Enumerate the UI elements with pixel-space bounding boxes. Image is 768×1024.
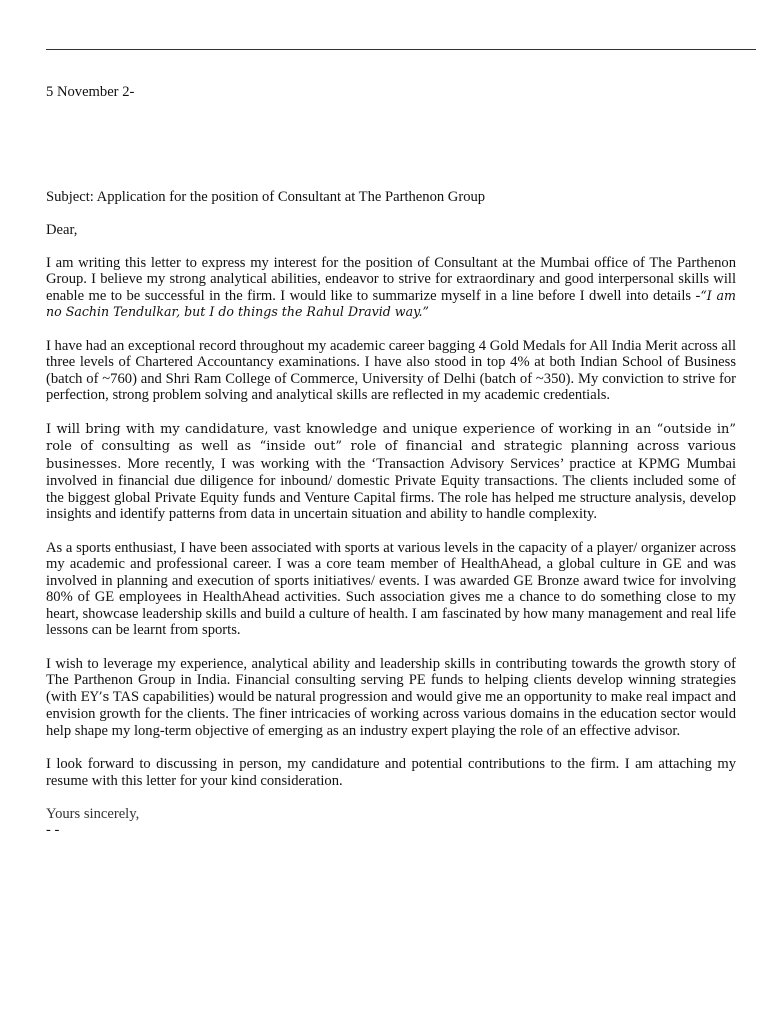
motivation-text-a: I wish to leverage my experience, analytical ability and leadership skills in contributing towards the growth story of The Parthenon Group in India. Financial consulting serving PE funds to helping clients develop winning strategies (with — [46, 655, 736, 705]
paragraph-experience — [46, 421, 736, 523]
motivation-text-b: TAS capabilities) would be natural progression and would give me an opportunity to make real impact and envision growth for the clients. The finer intricacies of working across various domains in the education sector would help shape my long-term objective of emerging as an industry expert playing the role of an effective advisor. — [46, 688, 736, 739]
letter-salutation: Dear, — [46, 222, 78, 238]
letter-subject: Subject: Application for the position of Consultant at The Parthenon Group — [46, 188, 486, 205]
paragraph-closing: I look forward to discussing in person, my candidature and potential contributions to the firm. I am attaching my resume with this letter for your kind consideration. — [46, 756, 736, 789]
motivation-ey-text: EY’s — [80, 689, 110, 705]
paragraph-sports: As a sports enthusiast, I have been associated with sports at various levels in the capacity of a player/ organizer across my academic and professional career. I was a core team member of HealthAhead, a global culture in GE and was involved in planning and execution of sports initiatives/ events. I was awarded GE Bronze award twice for involving 80% of GE employees in HealthAhead activities. Such association gives me a chance to do something close to my heart, showcase leadership skills and build a culture of health. I am fascinated by how many management and real life lessons can be learnt from sports. — [46, 539, 736, 638]
experience-rest-text: More recently, I was working with the ‘Transaction Advisory Services’ practice at KPMG Mumbai involved in financial due diligence for inbound/ domestic Private Equity transactions. The clients included some of the biggest global Private Equity funds and Venture Capital firms. The role has helped me structure analysis, develop insights and identify patterns from data in uncertain situation and ability to handle complexity. — [46, 455, 736, 522]
letter-closing: Yours sincerely, — [46, 806, 140, 822]
paragraph-introduction — [46, 255, 736, 321]
introduction-text: I am writing this letter to express my interest for the position of Consultant at the Mumbai office of The Parthenon Group. I believe my strong analytical abilities, endeavor to strive for extraordinary and good interpersonal skills will enable me to be successful in the firm. I would like to summarize myself in a line before I dwell into details - — [46, 254, 736, 304]
header-rule — [46, 49, 756, 50]
letter-signature: - - — [46, 821, 60, 838]
introduction-quote: “I am no Sachin Tendulkar, but I do things the Rahul Dravid way.” — [46, 287, 736, 319]
letter-date: 5 November 2- — [46, 84, 135, 100]
experience-lead-text: I will bring with my candidature, vast knowledge and unique experience of working in an “outside in” role of consulting as well as “inside out” role of financial and strategic planning across various businesses. — [46, 421, 736, 472]
paragraph-academics: I have had an exceptional record throughout my academic career bagging 4 Gold Medals for All India Merit across all three levels of Chartered Accountancy examinations. I have also stood in top 4% at both Indian School of Business (batch of ~760) and Shri Ram College of Commerce, University of Delhi (batch of ~350). My conviction to strive for perfection, strong problem solving and analytical skills are reflected in my academic credentials. — [46, 337, 736, 403]
paragraph-motivation — [46, 656, 736, 740]
cover-letter — [46, 84, 736, 837]
